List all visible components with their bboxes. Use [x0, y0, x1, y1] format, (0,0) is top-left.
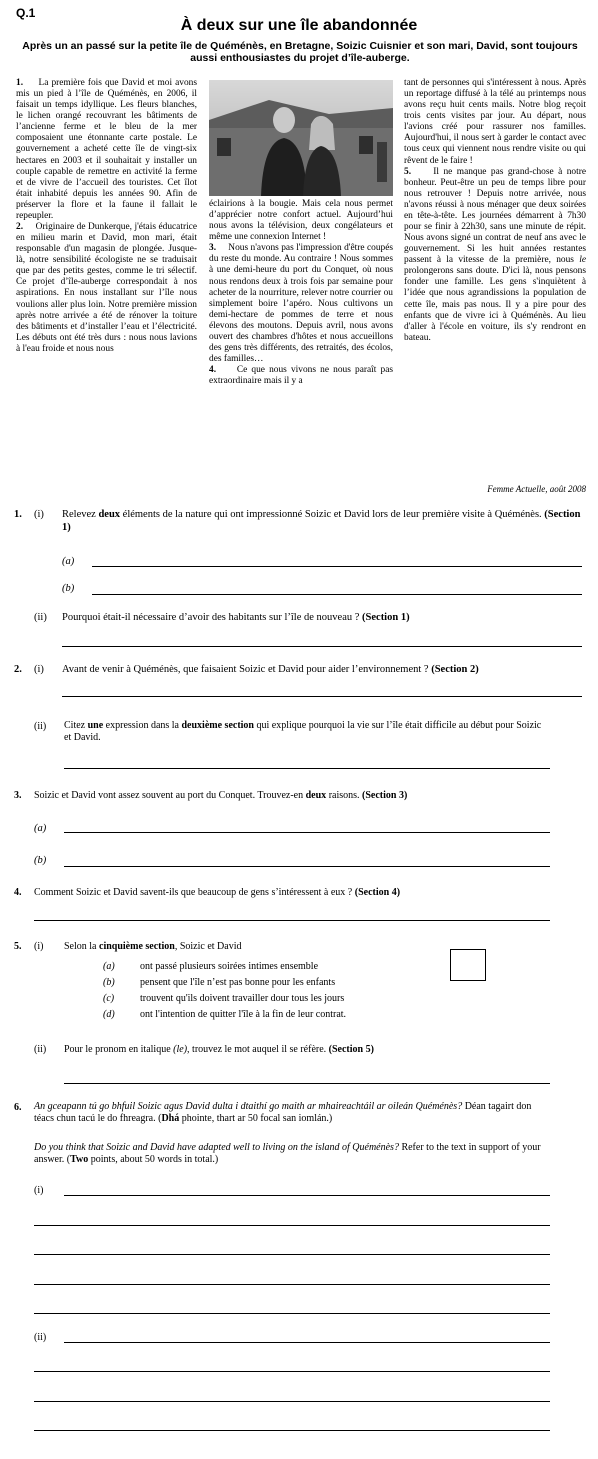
article-column-2	[209, 199, 393, 387]
section-3-paragraph	[209, 243, 393, 365]
answer-line[interactable]	[92, 594, 582, 595]
section-number: 3.	[209, 243, 217, 254]
q3-b-label: (b)	[34, 855, 47, 866]
q1-number: 1.	[14, 509, 22, 520]
section-3-text: Nous n'avons pas l'impression d'être coupés du reste du monde. Au contraire ! Nous sommes à une demi-heure du port du Conquet, où nous nous rendons deux à trois fois par semaine pour acheter de la nourriture, relever notre courrier ou simplement boire l’apéro. Nous cultivons un demi-hectare de pommes de terre et nous élevons des moutons. Depuis avril, nous avons ouvert des chambres d'hôtes et nous accueillons des gens très différents, des retraités, des écolos, des familles…	[209, 243, 393, 365]
question-number: Q.1	[16, 6, 36, 20]
section-number: 1.	[16, 78, 24, 88]
q3-text: Soizic et David vont assez souvent au port du Conquet. Trouvez-en deux raisons. (Section 3)	[34, 790, 408, 801]
answer-line[interactable]	[34, 1430, 550, 1431]
answer-line[interactable]	[34, 1313, 550, 1314]
option-label: (b)	[103, 977, 115, 988]
answer-line[interactable]	[34, 1254, 550, 1255]
section-2-text: Originaire de Dunkerque, j'étais éducatrice en milieu marin et David, mon mari, était responsable d'un magasin de plongée. Jusque-là, notre sensibilité écologiste ne se traduisait que par des petits gestes, comme le tri sélectif. Ce projet d’île-auberge correspondait à nos aspirations. En nous installant sur l’île nous voulions aller plus loin. Notre première mission après notre arrivée a été de rénover la toiture des bâtiments et d’installer l’eau et l’électricité. Les débuts ont été très durs : nous nous lavions à l'eau froide et nous nous	[16, 222, 197, 354]
q1-i-text: Relevez deux éléments de la nature qui ont impressionné Soizic et David lors de leur première visite à Quéménès. (Section 1)	[62, 509, 581, 533]
q6-irish-text: An gceapann tú go bhfuil Soizic agus David dulta i dtaithí go maith ar mhaireachtáil ar oileán Quéménès? Déan tagairt don téacs chun tacú le do fhreagra. (Dhá phointe, thart ar 50 focal san iomlán.)	[34, 1101, 532, 1124]
q6-english-text: Do you think that Soizic and David have adapted well to living on the island of Quéménès? Refer to the text in support of your answer. (Two points, about 50 words in total.)	[34, 1142, 541, 1165]
section-number: 4.	[209, 365, 217, 376]
section-5-paragraph	[404, 167, 586, 344]
q5-i-label: (i)	[34, 941, 44, 952]
option-b[interactable]: pensent que l'île n’est pas bonne pour les enfants	[140, 977, 336, 988]
q2-i-label: (i)	[34, 664, 44, 675]
q1-ii-label: (ii)	[34, 612, 47, 623]
photo-illustration	[209, 80, 393, 196]
option-label: (a)	[103, 961, 115, 972]
q2-ii-label: (ii)	[34, 721, 47, 732]
article-column-3	[404, 78, 586, 344]
answer-box[interactable]	[450, 949, 486, 981]
section-4-continued: tant de personnes qui s'intéressent à nous. Après un reportage diffusé à la télé au printemps nous avons reçu huit cents mails. Notre blog reçoit trois cents visites par jour. Au départ, nous l'avions créé pour rassurer nos familles. Aujourd'hui, il nous sert à garder le contact avec tous ceux qui viennent nous rendre visite ou qui rêvent de le faire !	[404, 78, 586, 166]
q3-a-label: (a)	[34, 823, 47, 834]
section-number: 5.	[404, 166, 412, 177]
q4-text: Comment Soizic et David savent-ils que beaucoup de gens s’intéressent à eux ? (Section 4)	[34, 887, 401, 898]
answer-line[interactable]	[62, 696, 582, 697]
answer-line[interactable]	[64, 1083, 550, 1084]
section-5-text-b: prolongerons sans doute. D'ici là, nous pensons fonder une famille. Les gens s'inquiètent à l’idée que nous agrandissions la population de cette île, mais pas nous. Il y a pire pour des enfants que de vivre ici à Quéménès. Au lieu d'aller à l'école en voiture, ils s'y rendront en bateau.	[404, 266, 586, 343]
option-label: (d)	[103, 1009, 115, 1020]
section-4-paragraph	[209, 365, 393, 387]
q1-b-label: (b)	[62, 583, 75, 594]
answer-line[interactable]	[34, 920, 550, 921]
q1-a-label: (a)	[62, 556, 75, 567]
answer-line[interactable]	[64, 866, 550, 867]
q1-ii-text: Pourquoi était-il nécessaire d’avoir des habitants sur l’île de nouveau ? (Section 1)	[62, 612, 410, 623]
answer-line[interactable]	[62, 646, 582, 647]
q3-number: 3.	[14, 790, 22, 801]
section-number: 2.	[16, 222, 24, 233]
q4-number: 4.	[14, 887, 22, 898]
answer-line[interactable]	[64, 1195, 550, 1196]
option-d[interactable]: ont l'intention de quitter l'île à la fin de leur contrat.	[140, 1009, 347, 1020]
q1-i-label: (i)	[34, 509, 44, 520]
q2-ii-text: Citez une expression dans la deuxième section qui explique pourquoi la vie sur l’île était difficile au début pour Soizic et David.	[64, 720, 542, 743]
source-credit: Femme Actuelle, août 2008	[487, 484, 586, 494]
answer-line[interactable]	[34, 1284, 550, 1285]
answer-line[interactable]	[34, 1225, 550, 1226]
answer-line[interactable]	[64, 832, 550, 833]
option-a[interactable]: ont passé plusieurs soirées intimes ensemble	[140, 961, 319, 972]
q2-i-text: Avant de venir à Quéménès, que faisaient Soizic et David pour aider l’environnement ? (Section 2)	[62, 664, 479, 675]
article-column-1	[16, 78, 197, 355]
q2-number: 2.	[14, 664, 22, 675]
section-1-paragraph	[16, 78, 197, 222]
q5-ii-text: Pour le pronom en italique (le), trouvez le mot auquel il se réfère. (Section 5)	[64, 1044, 374, 1055]
italic-pronoun: le	[579, 255, 586, 266]
answer-line[interactable]	[34, 1401, 550, 1402]
q6-i-label: (i)	[34, 1185, 44, 1196]
q5-number: 5.	[14, 941, 22, 952]
section-5-text-a: Il ne manque pas grand-chose à notre bonheur. Peut-être un peu de temps libre pour nous retrouver ! Depuis notre arrivée, nous n'avons réussi à nous ménager que deux soirées en tête-à-tête. Les journées démarrent à 7h30 pour se finir à 22h30, sans une minute de répit. Nous avons signé un contrat de neuf ans avec le gouvernement. Si les huit années restantes passent à la vitesse de la première, nous	[404, 166, 586, 266]
section-2-continued: éclairions à la bougie. Mais cela nous permet d’apprécier notre confort actuel. Aujourd’hui nous avons la télévision, deux congélateurs et même une connexion Internet !	[209, 199, 393, 243]
article-subtitle: Après un an passé sur la petite île de Quéménès, en Bretagne, Soizic Cuisnier et son mari, David, sont toujours aussi enthousiastes du projet d’île-auberge.	[22, 40, 578, 64]
answer-line[interactable]	[64, 768, 550, 769]
q5-ii-label: (ii)	[34, 1044, 47, 1055]
section-4-text: Ce que nous vivons ne nous paraît pas extraordinaire mais il y a	[209, 365, 394, 387]
article-title: À deux sur une île abandonnée	[180, 17, 418, 34]
couple-photo	[209, 80, 393, 196]
option-label: (c)	[103, 993, 115, 1004]
option-c[interactable]: trouvent qu'ils doivent travailler dour tous les jours	[140, 993, 345, 1004]
section-2-paragraph	[16, 222, 197, 355]
q6-ii-label: (ii)	[34, 1332, 47, 1343]
answer-line[interactable]	[64, 1342, 550, 1343]
q6-number: 6.	[14, 1102, 22, 1113]
section-1-text: La première fois que David et moi avons mis un pied à l’île de Quéménès, en 2006, il faisait un temps idyllique. Les fleurs blanches, le lichen orangé recouvrant les bâtiments de l’ancienne ferme et le bleu de la mer composaient une étonnante carte postale. Le gouvernement a acheté cette île de vingt-six hectares en 2003 et il souhaitait y installer un couple capable de remettre en activité la ferme et de vivre de l’accueil des touristes. Cet îlot était inhabité depuis les années 90. Afin de préserver la flore et la faune il fallait le repeupler.	[16, 78, 198, 221]
answer-line[interactable]	[92, 566, 582, 567]
q5-i-text: Selon la cinquième section, Soizic et David	[64, 941, 242, 952]
answer-line[interactable]	[34, 1371, 550, 1372]
